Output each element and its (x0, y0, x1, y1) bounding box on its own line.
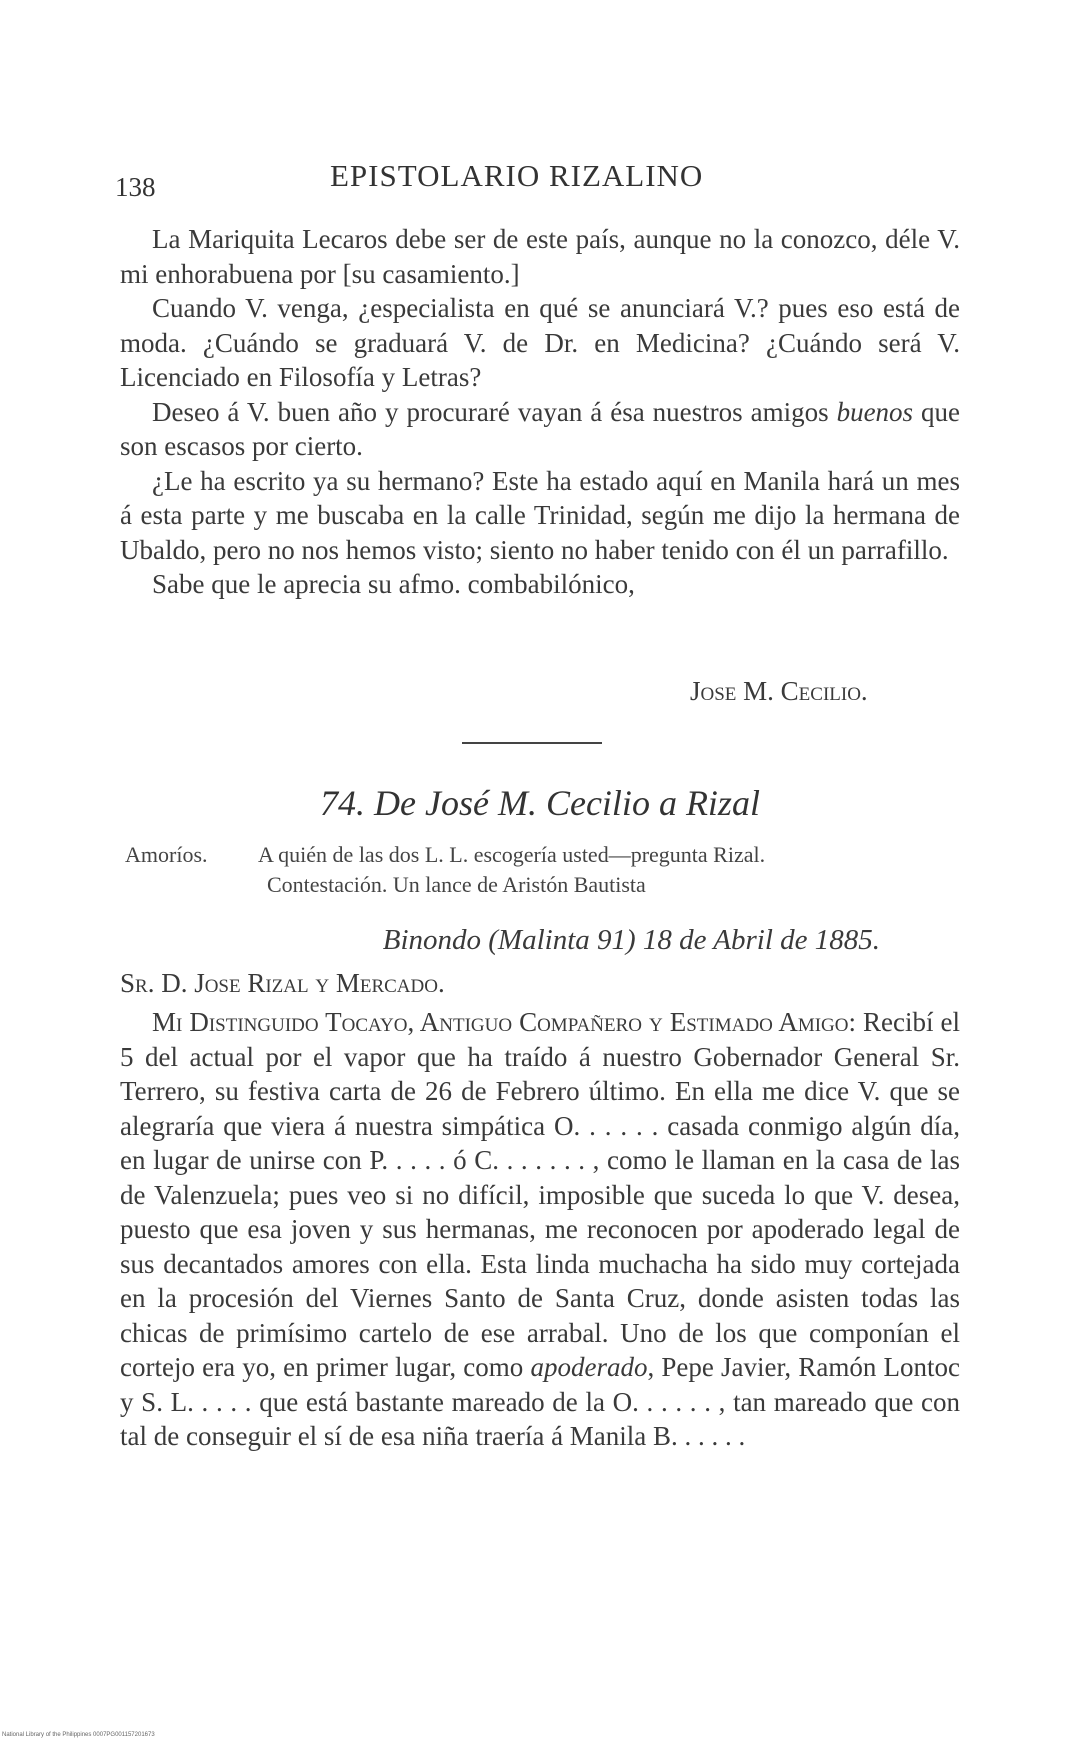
scan-footer: National Library of the Philippines 0007PG001157201673 (2, 1732, 155, 1738)
summary-label: Amoríos. (125, 842, 208, 867)
previous-letter-text (120, 222, 960, 602)
letter-body (120, 1005, 960, 1454)
paragraph (120, 395, 960, 464)
summary-line (125, 840, 965, 870)
page-number: 138 (115, 172, 156, 202)
summary-text: A quién de las dos L. L. escogería usted—pregunta Rizal. (258, 842, 766, 867)
italic-word: buenos (836, 396, 914, 427)
salutation: Mi Distinguido Tocayo, Antiguo Compañero y Estimado Amigo (152, 1007, 849, 1037)
summary-line: Contestación. Un lance de Aristón Bautista (267, 872, 646, 897)
text-run: que son escasos por cierto. (120, 396, 961, 461)
letter-title: 74. De José M. Cecilio a Rizal (320, 783, 760, 823)
addressee: Sr. D. Jose Rizal y Mercado. (120, 968, 445, 998)
text-run: : Recibí el 5 del actual por el vapor que ha traído á nuestro Gobernador General Sr. Terrero, su festiva carta de 26 de Febrero último. En ella me dice V. que se alegraría que viera á nuestra simpática O. . . . . . casada conmigo algún día, en lugar de unirse con P. . . . . ó C. . . . . . . , como le llaman en la casa de las de Valenzuela; pues veo si no difícil, imposible que suceda lo que V. desea, puesto que esa joven y sus hermanas, me reconocen por apoderado legal de sus decantados amores con ella. Esta linda muchacha ha sido muy cortejada en la procesión del Viernes Santo de Santa Cruz, donde asisten todas las chicas de primísimo cartelo de ese arrabal. Uno de los que componían el cortejo era yo, en primer lugar, como (120, 1007, 960, 1382)
text-run: Deseo á V. buen año y procuraré vayan á ésa nuestros amigos (152, 396, 837, 427)
paragraph: Sabe que le aprecia su afmo. combabilónico, (152, 569, 635, 599)
letter-summary (125, 840, 965, 900)
paragraph (120, 1005, 960, 1454)
text-run: , Pepe Javier, Ramón Lontoc y S. L. . . . . que está bastante mareado de la O. . . . . . , tan mareado que con tal de conseguir el sí de esa niña traería á Manila B. . . . . . (120, 1352, 960, 1451)
paragraph: Cuando V. venga, ¿especialista en qué se anunciará V.? pues eso está de moda. ¿Cuándo se graduará V. de Dr. en Medicina? ¿Cuándo será V. Licenciado en Filosofía y Letras? (120, 293, 960, 392)
signature: Jose M. Cecilio. (690, 676, 868, 706)
page-header (115, 158, 965, 208)
section-divider (462, 742, 602, 744)
running-title: EPISTOLARIO RIZALINO (330, 158, 704, 193)
paragraph: La Mariquita Lecaros debe ser de este país, aunque no la conozco, déle V. mi enhorabuena por [su casamiento.] (120, 224, 960, 289)
paragraph: ¿Le ha escrito ya su hermano? Este ha estado aquí en Manila hará un mes á esta parte y me buscaba en la calle Trinidad, según me dijo la hermana de Ubaldo, pero no nos hemos visto; siento no haber tenido con él un parrafillo. (120, 465, 960, 565)
dateline: Binondo (Malinta 91) 18 de Abril de 1885. (382, 924, 880, 956)
italic-word: apoderado (530, 1352, 648, 1382)
